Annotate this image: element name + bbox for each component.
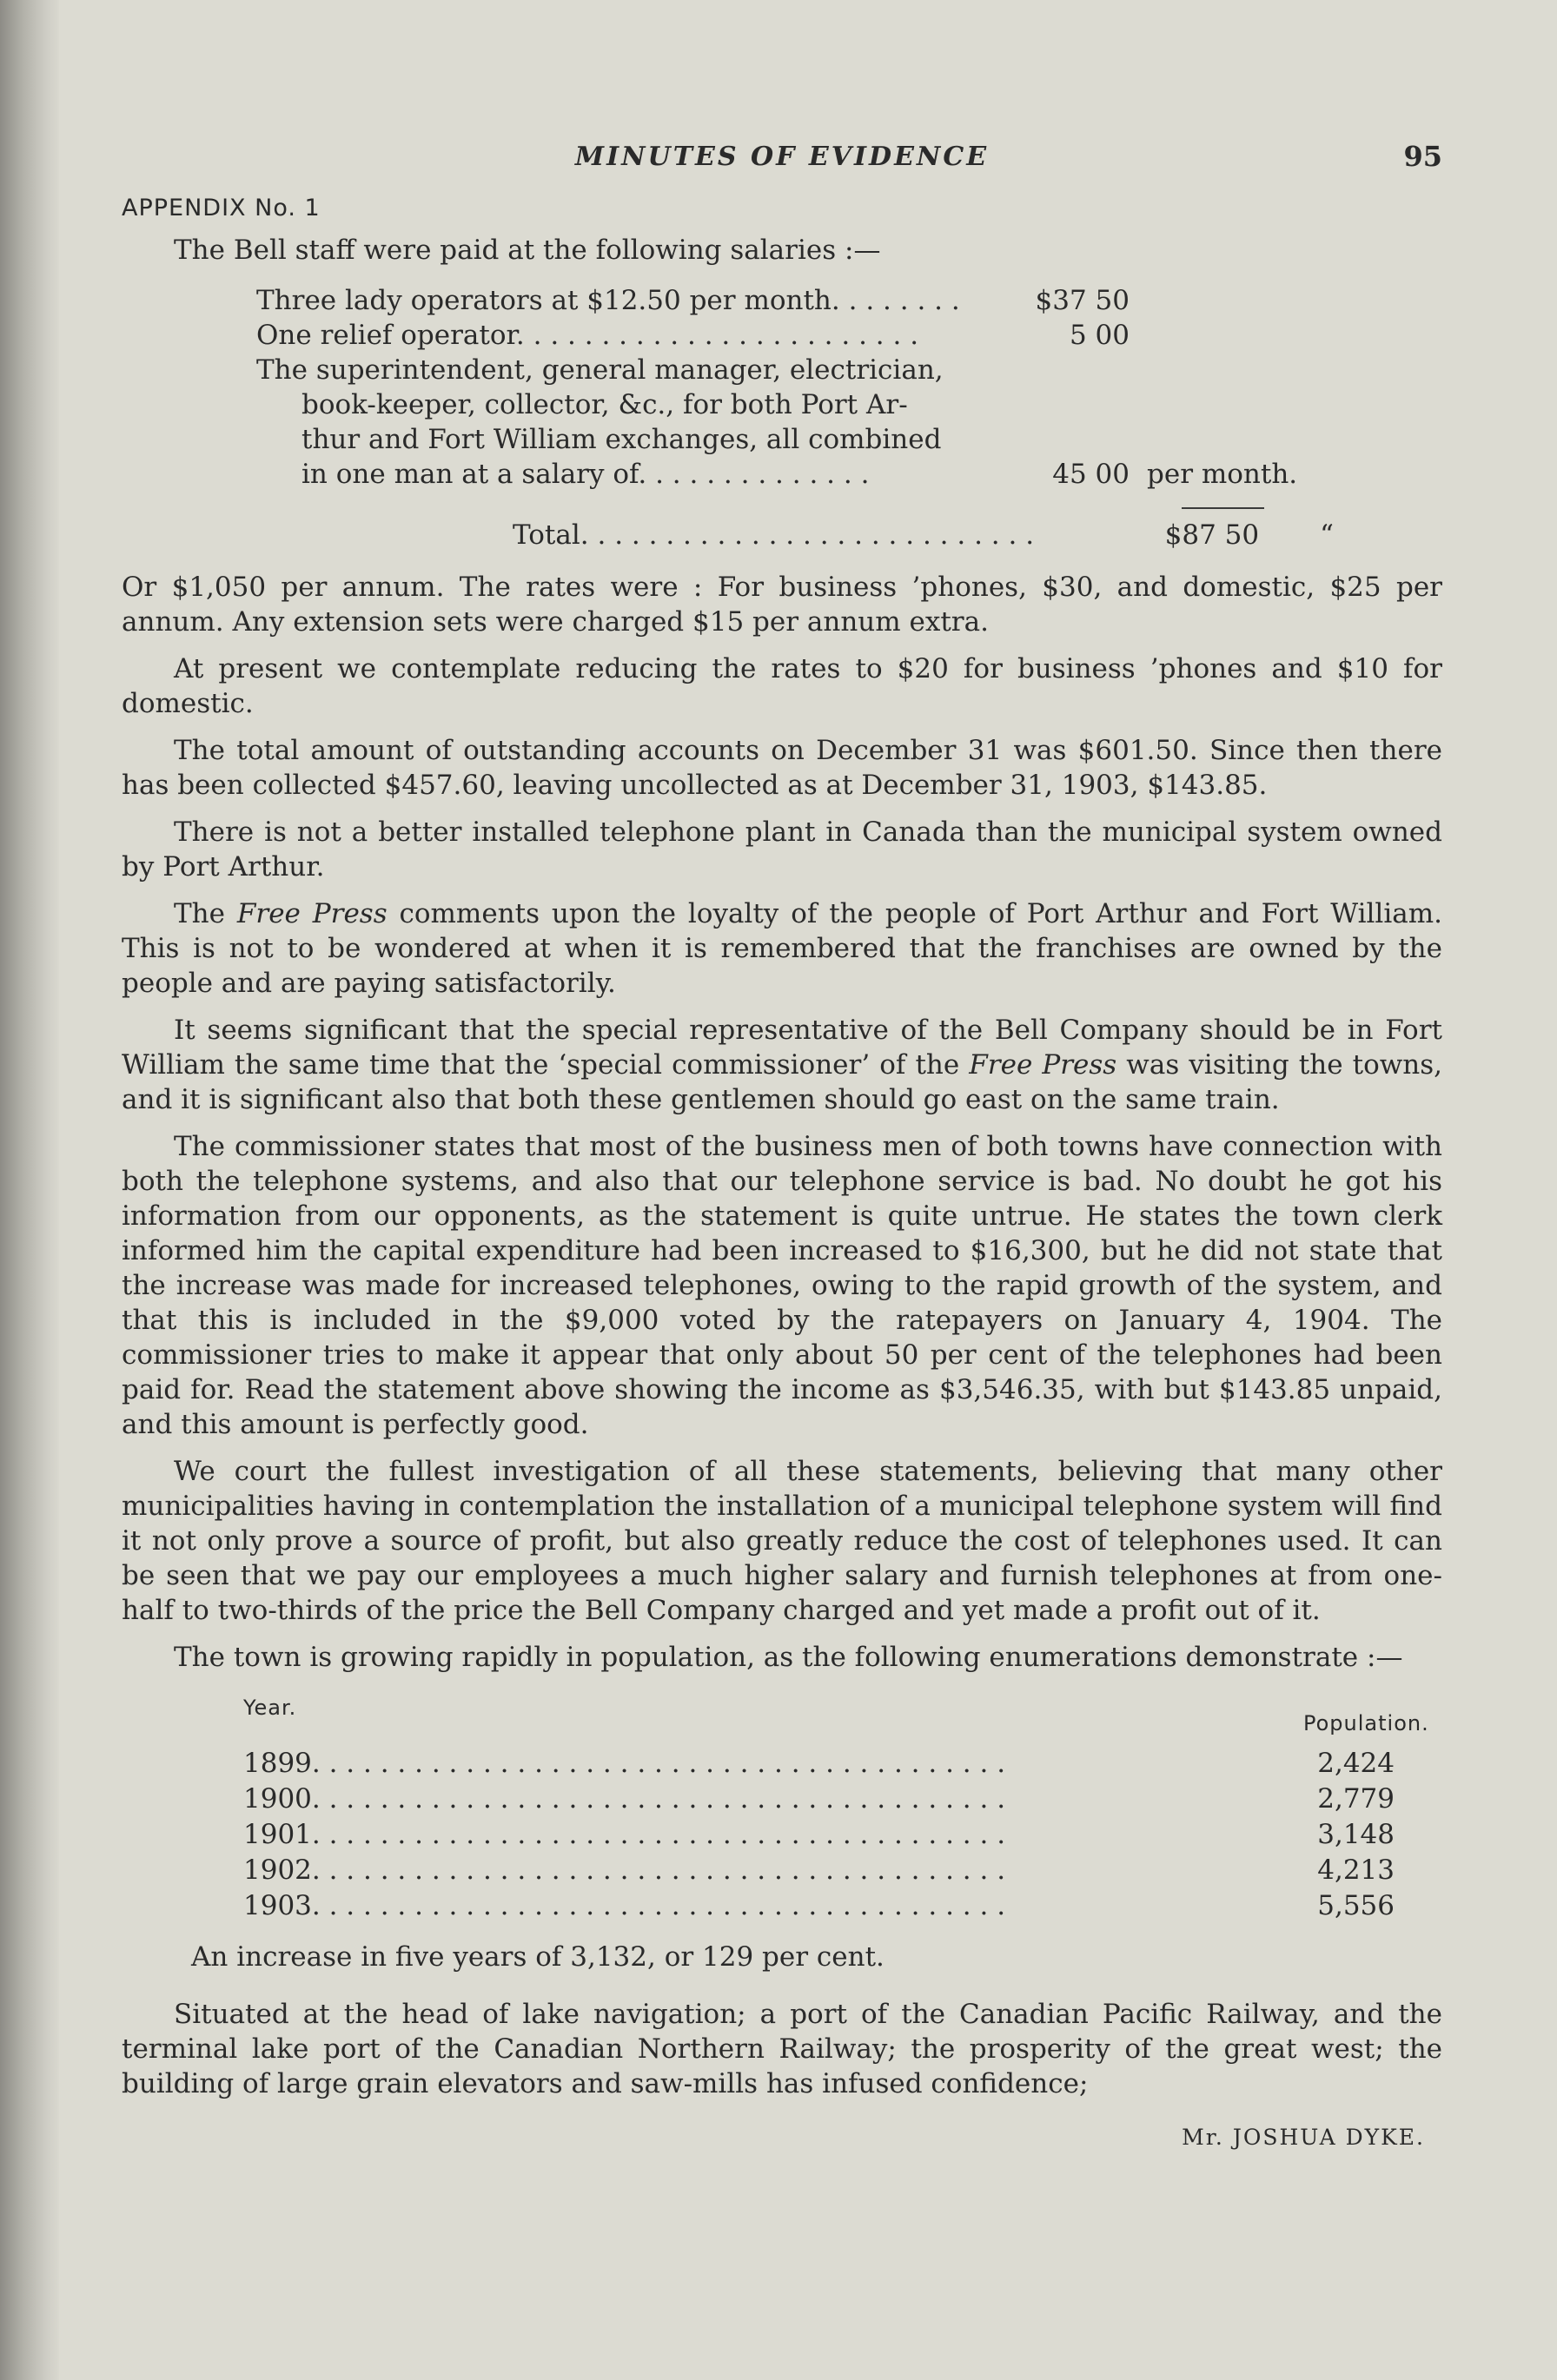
total-note: “ xyxy=(1320,519,1334,551)
book-spine-shadow xyxy=(0,0,59,2380)
population-table xyxy=(122,1746,1442,1924)
population-cell: 3,148 xyxy=(1317,1819,1395,1850)
table-row xyxy=(243,1746,1460,1782)
total-label: Total. . . . . . . . . . . . . . . . . . . . . . . . . . . xyxy=(513,519,1035,551)
publication-name: Free Press xyxy=(236,898,388,929)
year-cell: 1900. . . . . . . . . . . . . . . . . . . . . . . . . . . . . . . . . . . . . . . . . xyxy=(243,1783,1006,1815)
year-cell: 1899. . . . . . . . . . . . . . . . . . . . . . . . . . . . . . . . . . . . . . . . . xyxy=(243,1748,1006,1779)
paragraph: Or $1,050 per annum. The rates were : For business ’phones, $30, and domestic, $25 per annum. Any extension sets were charged $15 per annum extra. xyxy=(122,572,1442,638)
salary-label: One relief operator. . . . . . . . . . . . . . . . . . . . . . . . xyxy=(256,320,919,351)
paragraph: At present we contemplate reducing the rates to $20 for business ’phones and $10 for domestic. xyxy=(122,653,1442,719)
salary-row xyxy=(256,353,1334,492)
salary-amount: 45 00 xyxy=(1052,459,1130,490)
total-amount: $87 50 xyxy=(1164,519,1260,551)
paragraph: The commissioner states that most of the business men of both towns have connection with both the telephone systems, and also that our telephone service is bad. No doubt he got his information from our opponents, as the statement is quite untrue. He states the town clerk informed him the capital expenditure had been increased to $16,300, but he did not state that the increase was made for increased telephones, owing to the rapid growth of the system, and that this is included in the $9,000 voted by the ratepayers on January 4, 1904. The commissioner tries to make it appear that only about 50 per cent of the telephones had been paid for. Read the statement above showing the income as $3,546.35, with but $143.85 unpaid, and this amount is perfectly good. xyxy=(122,1131,1442,1440)
paragraph: We court the fullest investigation of all these statements, believing that many other municipalities having in contemplation the installation of a municipal telephone system will find it not only prove a source of profit, but also greatly reduce the cost of telephones used. It can be seen that we pay our employees a much higher salary and furnish telephones at from one-half to two-thirds of the price the Bell Company charged and yet made a profit out of it. xyxy=(122,1456,1442,1626)
table-row xyxy=(243,1782,1460,1817)
document-page xyxy=(122,139,1442,2155)
paragraph xyxy=(122,1013,1442,1117)
year-cell: 1903. . . . . . . . . . . . . . . . . . . . . . . . . . . . . . . . . . . . . . . . . xyxy=(243,1890,1006,1921)
paragraph: There is not a better installed telephone plant in Canada than the municipal system owned by Port Arthur. xyxy=(122,816,1442,883)
salary-label-line: in one man at a salary of. . . . . . . . . . . . . . xyxy=(301,459,870,490)
page-number: 95 xyxy=(1403,140,1442,173)
salary-label: Three lady operators at $12.50 per month. . . . . . . . xyxy=(256,285,960,316)
population-cell: 5,556 xyxy=(1317,1890,1395,1921)
text-run: The xyxy=(174,898,237,929)
year-column-header: Year. xyxy=(243,1696,297,1720)
salary-intro: The Bell staff were paid at the following salaries :— xyxy=(174,235,881,266)
text-run: comments upon the loyalty of the people of Port Arthur and Fort William. This is not to be wondered at when it is remembered that the franchises are owned by the people and are paying satisfactorily. xyxy=(122,898,1442,999)
running-title: MINUTES OF EVIDENCE xyxy=(574,142,990,172)
salary-row xyxy=(256,318,1334,353)
year-cell: 1901. . . . . . . . . . . . . . . . . . . . . . . . . . . . . . . . . . . . . . . . . xyxy=(243,1819,1006,1850)
paragraph: Situated at the head of lake navigation; a port of the Canadian Pacific Railway, and the terminal lake port of the Canadian Northern Railway; the prosperity of the great west; the building of large grain elevators and saw-mills has infused confidence; xyxy=(122,1999,1442,2099)
salary-label-line: The superintendent, general manager, electrician, xyxy=(256,354,944,386)
page-header xyxy=(122,139,1442,191)
population-table-header xyxy=(243,1690,1460,1741)
salary-row xyxy=(256,283,1334,318)
total-row xyxy=(513,518,1334,552)
salary-amount: $37 50 xyxy=(1035,285,1130,316)
population-column-header: Population. xyxy=(1303,1711,1429,1735)
table-row xyxy=(243,1888,1460,1924)
total-rule xyxy=(256,507,1334,509)
table-row xyxy=(243,1817,1460,1853)
text-run: It seems significant that the special representative of the Bell Company should be in Fort William the same time that the ‘special commissioner’ of the xyxy=(122,1015,1442,1081)
population-cell: 4,213 xyxy=(1317,1854,1395,1886)
population-cell: 2,779 xyxy=(1317,1783,1395,1815)
paragraph: The total amount of outstanding accounts on December 31 was $601.50. Since then there has been collected $457.60, leaving uncollected as at December 31, 1903, $143.85. xyxy=(122,735,1442,801)
paragraph xyxy=(122,896,1442,1001)
salary-label-line: book-keeper, collector, &c., for both Port Ar- xyxy=(301,389,908,420)
increase-note: An increase in five years of 3,132, or 129 per cent. xyxy=(191,1941,885,1973)
salary-label xyxy=(256,353,1021,492)
text-run: was visiting the towns, and it is significant also that both these gentlemen should go east on the same train. xyxy=(122,1049,1443,1115)
speaker-signature: Mr. JOSHUA DYKE. xyxy=(1182,2125,1425,2150)
salary-note: per month. xyxy=(1147,459,1298,490)
publication-name: Free Press xyxy=(969,1049,1117,1081)
salary-label-line: thur and Fort William exchanges, all combined xyxy=(301,424,942,455)
population-cell: 2,424 xyxy=(1317,1748,1395,1779)
year-cell: 1902. . . . . . . . . . . . . . . . . . . . . . . . . . . . . . . . . . . . . . . . . xyxy=(243,1854,1006,1886)
salary-amount: 5 00 xyxy=(1069,320,1130,351)
paragraph: The town is growing rapidly in population, as the following enumerations demonstrate :— xyxy=(174,1642,1403,1673)
table-row xyxy=(243,1853,1460,1888)
appendix-label: APPENDIX No. 1 xyxy=(122,195,321,221)
salary-list xyxy=(256,283,1334,552)
